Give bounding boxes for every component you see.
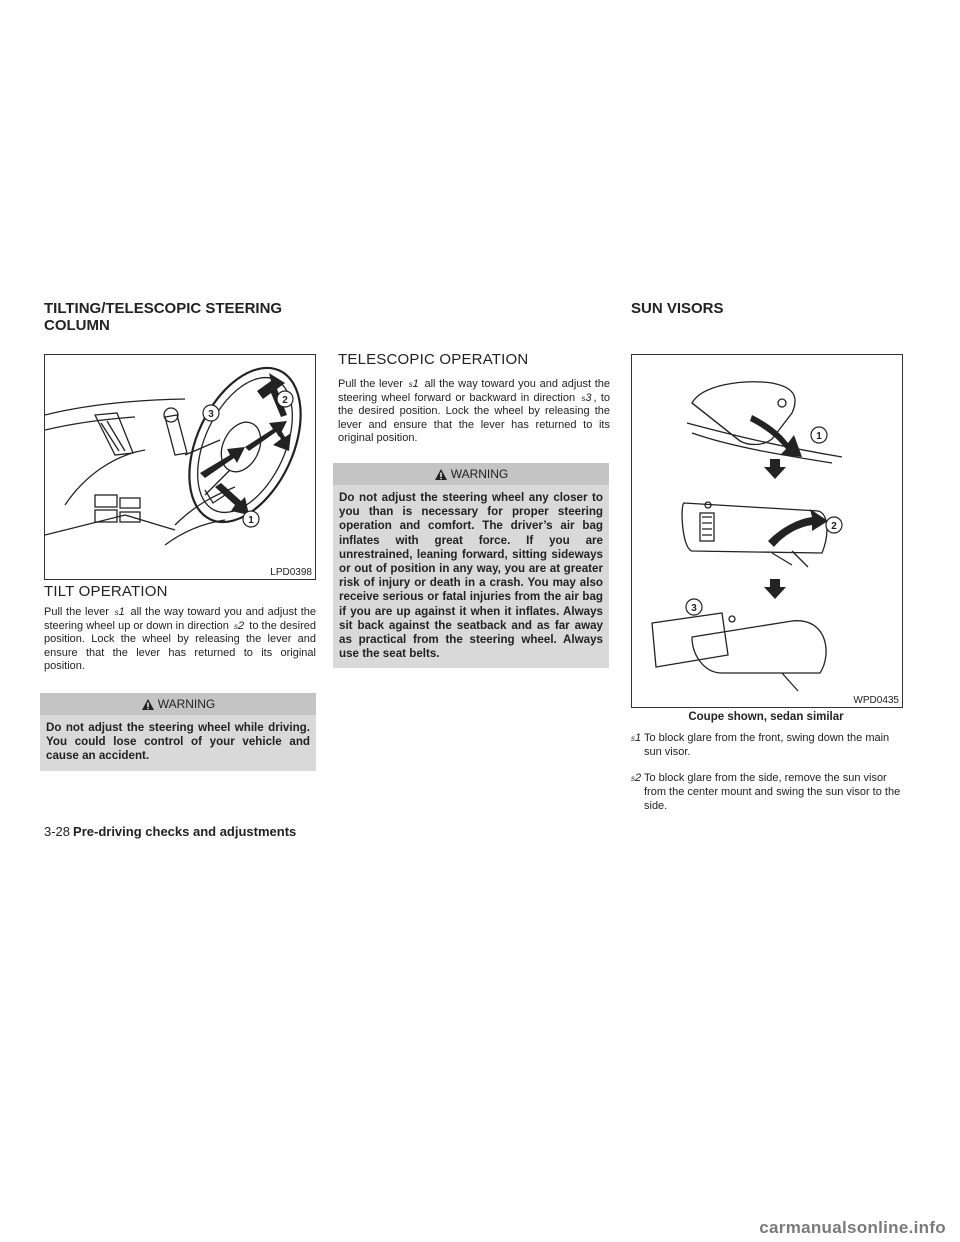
reference-number: s3	[581, 391, 592, 404]
page-number: 3-28	[44, 824, 71, 839]
telescopic-text-part: Pull the lever	[338, 378, 403, 390]
reference-number: s2	[234, 619, 245, 632]
list-marker: s2	[631, 772, 642, 784]
list-item: s2 To block glare from the side, remove the sun visor from the center mount and swing the sun visor to the side.	[631, 772, 901, 812]
tilt-text-part: Pull the lever	[44, 606, 109, 618]
list-item: s1 To block glare from the front, swing down the main sun visor.	[631, 732, 890, 758]
svg-text:3: 3	[208, 409, 214, 420]
svg-text:2: 2	[282, 395, 288, 406]
tilt-operation-heading: TILT OPERATION	[44, 583, 168, 600]
tilt-warning-box	[40, 693, 316, 771]
svg-text:1: 1	[816, 431, 822, 442]
sun-visor-figure	[631, 354, 903, 708]
warning-title: WARNING	[40, 693, 316, 715]
reference-number: s1	[408, 378, 419, 390]
list-marker: s1	[631, 732, 642, 744]
telescopic-operation-heading: TELESCOPIC OPERATION	[338, 351, 529, 368]
telescopic-text-part: all the way toward you and adjust the steering wheel forward or backward in direction	[338, 378, 610, 404]
warning-title: WARNING	[333, 463, 609, 485]
telescopic-operation-text	[338, 378, 610, 446]
section-heading-sun-visors: SUN VISORS	[631, 300, 724, 317]
warning-text: Do not adjust the steering wheel while driving. You could lose control of your vehicle and cause an accident.	[46, 721, 310, 763]
tilt-text-part: to the desired position. Lock the wheel by releasing the lever and ensure that the lever has returned to its original position.	[44, 619, 317, 673]
section-heading-steering-column: TILTING/TELESCOPIC STEERING COLUMN	[44, 300, 283, 334]
warning-triangle-icon	[141, 698, 155, 711]
telescopic-text-part: , to the desired position. Lock the wheel by releasing the lever and ensure that the lever has returned to its original position.	[338, 391, 610, 445]
figure-code: LPD0398	[270, 567, 312, 578]
figure-code: WPD0435	[853, 695, 899, 706]
page-footer	[44, 824, 296, 839]
svg-text:1: 1	[248, 515, 254, 526]
svg-text:3: 3	[691, 603, 697, 614]
tilt-text-part: all the way toward you and adjust the steering wheel up or down in direction	[44, 606, 316, 632]
chapter-title: Pre-driving checks and adjustments	[73, 824, 297, 839]
watermark: carmanualsonline.info	[759, 1218, 946, 1237]
reference-number: s1	[114, 606, 125, 618]
warning-triangle-icon	[434, 468, 448, 481]
steering-wheel-figure	[44, 354, 316, 580]
svg-text:2: 2	[831, 521, 837, 532]
warning-text: Do not adjust the steering wheel any closer to you than is necessary for proper steering operation and comfort. The driver’s air bag inflates with great force. If you are unrestrained, leaning forward, sitting sideways or out of position in any way, you are at greater risk of injury or death in a crash. You may also receive serious or fatal injuries from the air bag if you are up against it when it inflates. Always sit back against the seatback and as far away as practical from the steering wheel. Always use the seat belts.	[339, 491, 603, 661]
tilt-operation-text	[44, 606, 316, 674]
figure-caption: Coupe shown, sedan similar	[688, 711, 844, 723]
sun-visor-illustration	[632, 355, 902, 707]
telescopic-warning-box	[333, 463, 609, 668]
steering-wheel-illustration	[45, 355, 315, 579]
